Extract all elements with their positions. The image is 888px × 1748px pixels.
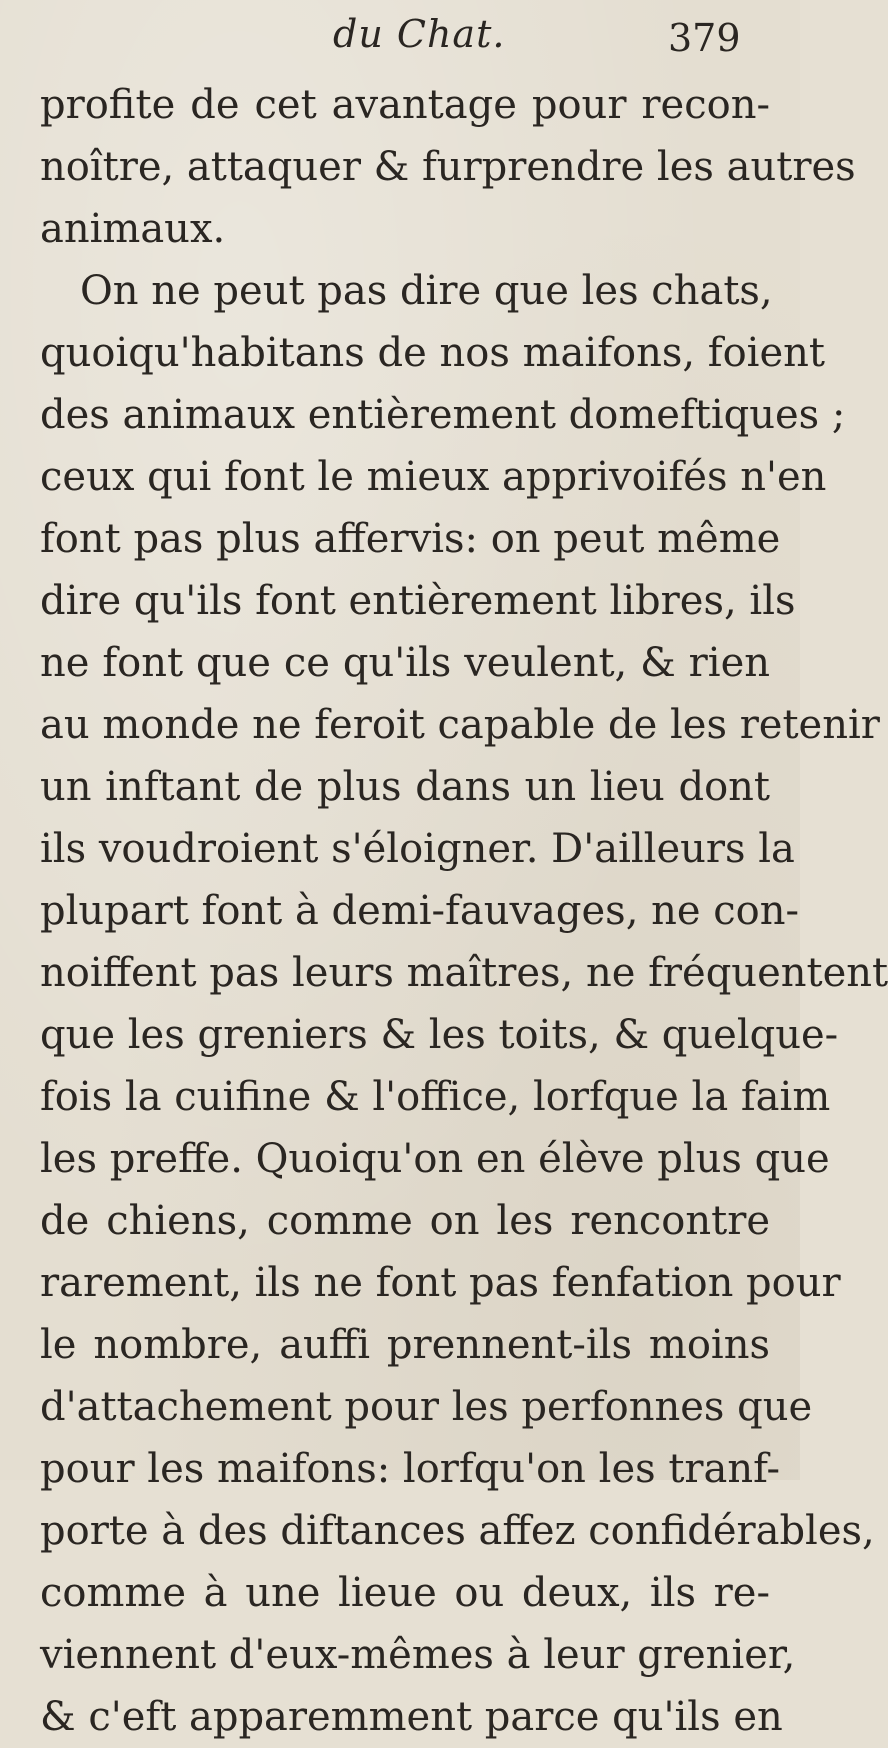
text-line: au monde ne feroit capable de les retenir bbox=[40, 702, 880, 748]
text-line: pour les maifons: lorfqu'on les tranf- bbox=[40, 1446, 781, 1492]
text-line: & c'eft apparemment parce qu'ils en bbox=[40, 1694, 783, 1740]
page-header bbox=[0, 8, 800, 68]
text-line: des animaux entièrement domeftiques ; bbox=[40, 392, 846, 438]
body-text bbox=[40, 74, 888, 1748]
text-line: ne font que ce qu'ils veulent, & rien bbox=[40, 640, 770, 686]
text-line: profite de cet avantage pour recon- bbox=[40, 82, 770, 128]
text-line: d'attachement pour les perfonnes que bbox=[40, 1384, 813, 1430]
page-number: 379 bbox=[668, 16, 741, 60]
running-head: du Chat. bbox=[333, 12, 506, 56]
text-line: de chiens, comme on les rencontre bbox=[40, 1198, 770, 1244]
paragraph-start-line: On ne peut pas dire que les chats, bbox=[80, 268, 773, 314]
text-line: viennent d'eux-mêmes à leur grenier, bbox=[40, 1632, 796, 1678]
text-line: fois la cuifine & l'office, lorfque la faim bbox=[40, 1074, 831, 1120]
text-line: noiffent pas leurs maîtres, ne fréquentent bbox=[40, 950, 888, 996]
text-line: plupart font à demi-fauvages, ne con- bbox=[40, 888, 800, 934]
text-line: animaux. bbox=[40, 206, 226, 252]
text-line: comme à une lieue ou deux, ils re- bbox=[40, 1570, 770, 1616]
text-line: que les greniers & les toits, & quelque- bbox=[40, 1012, 839, 1058]
text-line: les preffe. Quoiqu'on en élève plus que bbox=[40, 1136, 830, 1182]
text-line: dire qu'ils font entièrement libres, ils bbox=[40, 578, 796, 624]
text-line: ils voudroient s'éloigner. D'ailleurs la bbox=[40, 826, 795, 872]
text-line: rarement, ils ne font pas fenfation pour bbox=[40, 1260, 841, 1306]
text-line: porte à des diftances affez confidérables, bbox=[40, 1508, 875, 1554]
text-line: font pas plus affervis: on peut même bbox=[40, 516, 781, 562]
text-line: noître, attaquer & furprendre les autres bbox=[40, 144, 856, 190]
text-line: le nombre, auffi prennent-ils moins bbox=[40, 1322, 770, 1368]
text-line: quoiqu'habitans de nos maifons, foient bbox=[40, 330, 825, 376]
text-line: ceux qui font le mieux apprivoifés n'en bbox=[40, 454, 827, 500]
text-line: un inftant de plus dans un lieu dont bbox=[40, 764, 770, 810]
